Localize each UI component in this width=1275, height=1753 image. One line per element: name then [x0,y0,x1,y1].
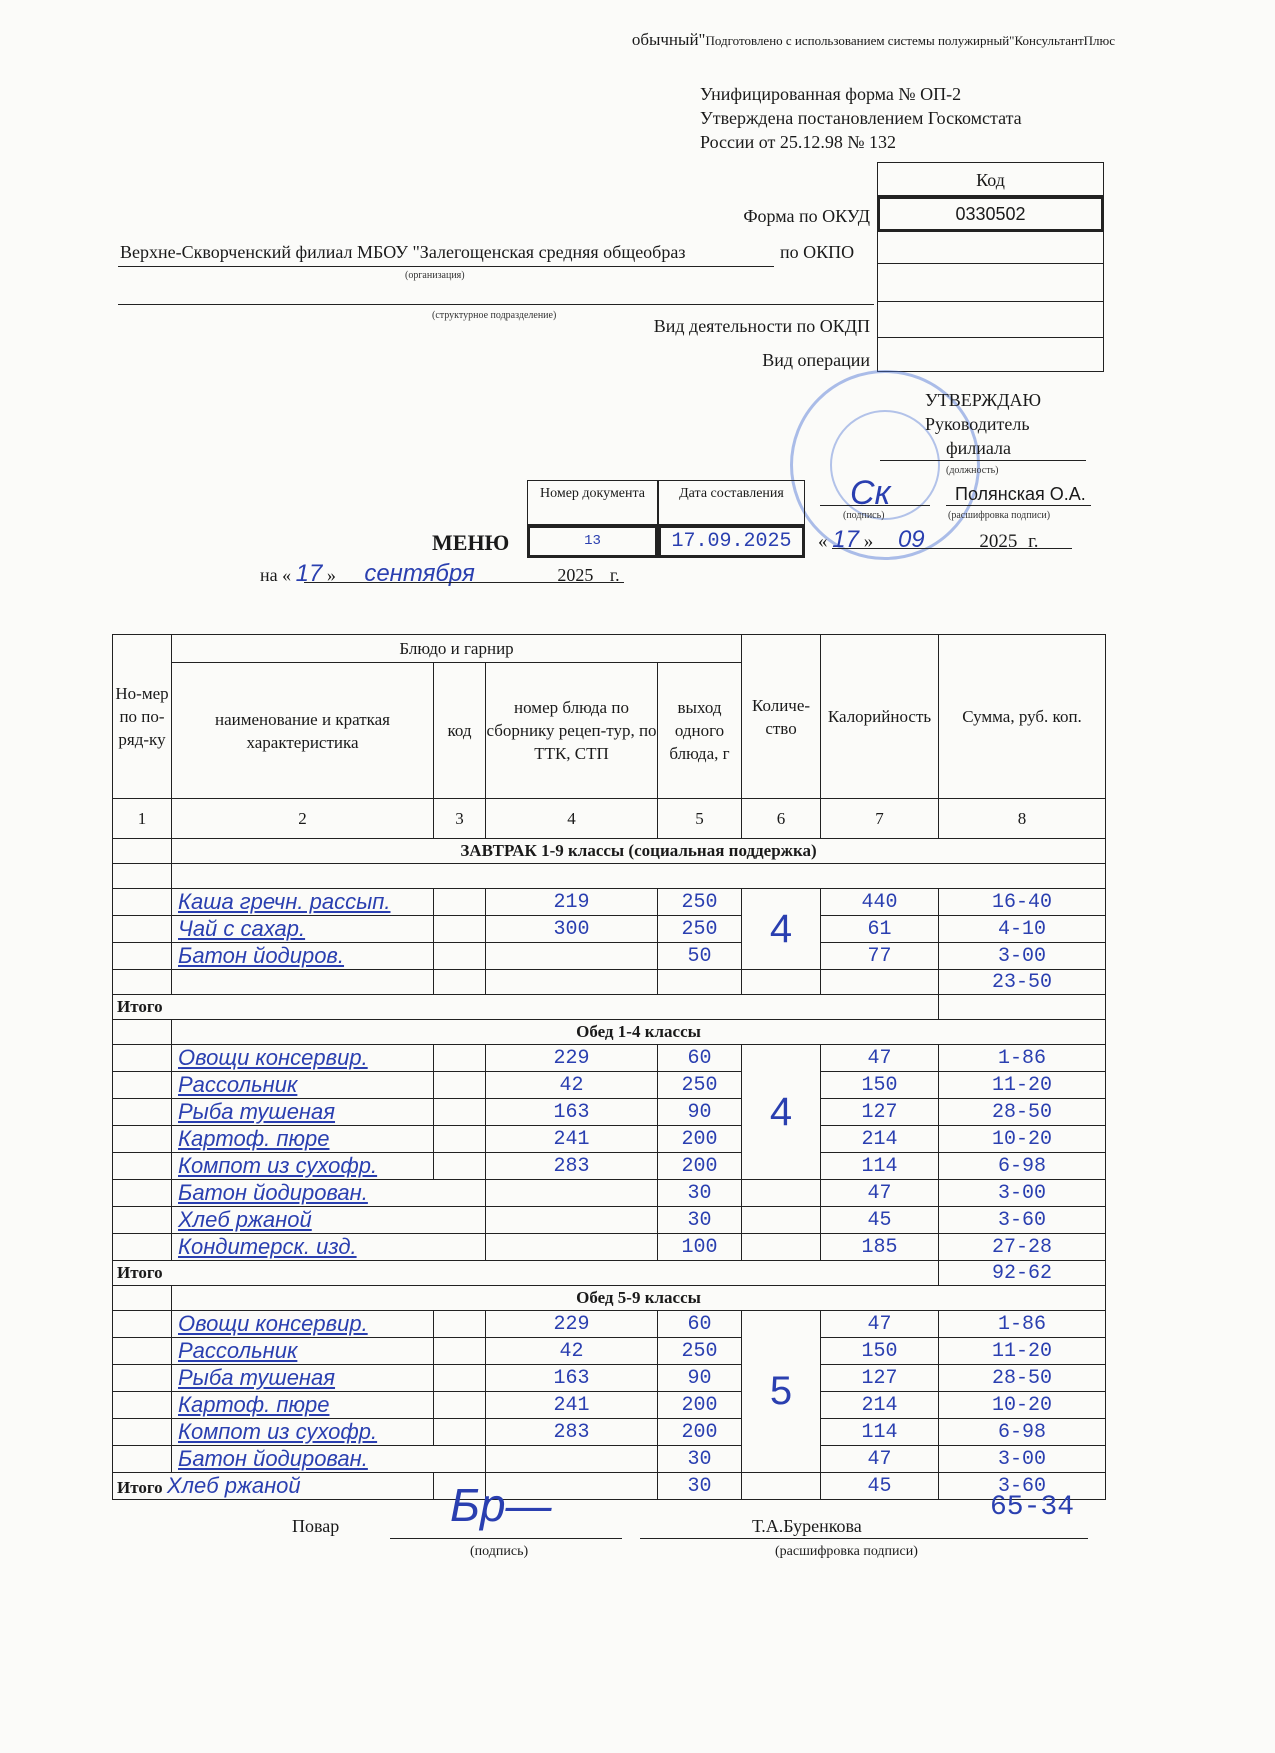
yield: 30 [658,1207,742,1234]
col-qty-header: Количе-ство [742,635,821,799]
org-caption: (организация) [405,270,465,281]
menu-date [260,560,620,588]
empty-cell [434,970,486,995]
row-num [113,889,172,916]
table-row [113,943,1106,970]
doc-num-header: Номер документа [527,480,658,525]
yield: 250 [658,1072,742,1099]
blank-code-cell [877,264,1104,302]
cook-sign-line [390,1538,622,1539]
header-prefix: обычный" [631,30,706,49]
quote-close: » [863,531,874,552]
org-line [118,266,774,267]
cook-decode-caption: (расшифровка подписи) [775,1544,918,1559]
quote-open: « [818,531,828,552]
calories: 127 [821,1099,939,1126]
yield: 250 [658,889,742,916]
approval-signer: Полянская О.А. [955,484,1086,504]
table-row [113,1072,1106,1099]
approval-decode-line [946,505,1091,506]
operation-cell [877,338,1104,372]
doc-num-value: 13 [527,525,658,558]
row-num [113,1180,172,1207]
dish-code [434,1419,486,1446]
form-line-2: Утверждена постановлением Госкомстата [700,108,1022,128]
yield: 200 [658,1392,742,1419]
doc-title: МЕНЮ [432,530,510,555]
col-sum-header: Сумма, руб. коп. [939,635,1106,799]
recipe-num [486,1207,658,1234]
yield: 30 [658,1446,742,1473]
form-line-1: Унифицированная форма № ОП-2 [700,84,962,104]
table-row [113,916,1106,943]
table-row [113,1473,1106,1500]
approval-decode-caption: (расшифровка подписи) [948,510,1051,521]
calories: 45 [821,1473,939,1500]
dish-name: Каша гречн. рассып. [172,889,434,916]
calories: 114 [821,1153,939,1180]
itog-label: Итого [113,1261,939,1286]
table-row [113,1045,1106,1072]
table-row [113,1126,1106,1153]
recipe-num: 241 [486,1392,658,1419]
dish-code [434,889,486,916]
row-num [113,1392,172,1419]
sum: 10-20 [939,1126,1106,1153]
recipe-num [486,943,658,970]
recipe-num: 163 [486,1365,658,1392]
dish-code [434,943,486,970]
row-num [113,1153,172,1180]
section-lunch-1-4: Обед 1-4 классы [172,1020,1106,1045]
dish-code [434,1072,486,1099]
empty-cell [821,970,939,995]
col-index: 5 [658,799,742,839]
col-index: 3 [434,799,486,839]
row-num [113,970,172,995]
consultant-header [0,30,1115,50]
dish-name: Рассольник [172,1338,434,1365]
dish-name: Батон йодирован. [172,1446,486,1473]
okpo-label: по ОКПО [780,242,855,262]
qty-cell [742,1207,821,1234]
sum: 4-10 [939,916,1106,943]
row-num [113,1072,172,1099]
col-recipe-header: номер блюда по сборнику рецеп-тур, по ТТК, СТП [486,663,658,799]
qty-lunch-1-4 [742,1045,821,1180]
col-index: 7 [821,799,939,839]
cook-signature: Бр— [450,1479,552,1531]
role-line [880,460,1086,461]
yield: 90 [658,1099,742,1126]
calories: 61 [821,916,939,943]
row-num [113,943,172,970]
yield: 60 [658,1045,742,1072]
approval-role-2: филиала [946,438,1012,458]
approval-year: 2025 [979,531,1018,552]
recipe-num: 42 [486,1072,658,1099]
sum: 1-86 [939,1311,1106,1338]
row-num [113,1099,172,1126]
calories: 47 [821,1180,939,1207]
dish-code [434,1392,486,1419]
calories: 47 [821,1045,939,1072]
sum: 1-86 [939,1045,1106,1072]
qty-value: 4 [769,906,793,951]
calories: 47 [821,1446,939,1473]
yield: 60 [658,1311,742,1338]
doc-date-value: 17.09.2025 [658,525,805,558]
table-row [113,1234,1106,1261]
yield: 200 [658,1419,742,1446]
activity-label: Вид деятельности по ОКДП [653,316,870,336]
recipe-num: 283 [486,1419,658,1446]
approval-title: УТВЕРЖДАЮ [925,390,1042,410]
cook-sign-caption: (подпись) [470,1544,529,1559]
dish-name: Чай с сахар. [172,916,434,943]
menu-day: 17 [295,560,323,587]
col-yield-header: выход одного блюда, г [658,663,742,799]
calories: 214 [821,1392,939,1419]
dish-name: Компот из сухофр. [172,1153,434,1180]
menu-year-suffix: г. [609,565,620,585]
sum: 11-20 [939,1338,1106,1365]
cook-decode-line [640,1538,1088,1539]
lunch-1-4-total: 92-62 [939,1261,1106,1286]
approval-date-line [832,548,1072,549]
okpo-cell [877,232,1104,264]
yield: 30 [658,1473,742,1500]
header-text: Подготовлено с использованием системы полужирный"КонсультантПлюс [705,33,1115,48]
recipe-num [486,1234,658,1261]
subdivision-line [118,304,874,305]
col-code-header: код [434,663,486,799]
row-num [113,864,172,889]
role-caption: (должность) [946,465,999,476]
empty-cell [658,970,742,995]
sum: 28-50 [939,1365,1106,1392]
table-row [113,1338,1106,1365]
row-num [113,1311,172,1338]
dish-name: Картоф. пюре [172,1392,434,1419]
row-num [113,1446,172,1473]
yield: 200 [658,1126,742,1153]
col-index: 6 [742,799,821,839]
yield: 100 [658,1234,742,1261]
recipe-num: 241 [486,1126,658,1153]
org-name: Верхне-Скворченский филиал МБОУ "Залегощенская средняя общеобраз [120,242,686,262]
qty-cell [742,1180,821,1207]
recipe-num: 219 [486,889,658,916]
yield: 200 [658,1153,742,1180]
recipe-num: 229 [486,1045,658,1072]
qty-cell [742,1234,821,1261]
breakfast-total: 23-50 [939,970,1106,995]
cook-label: Повар [292,1516,340,1536]
itog-label: Итого [113,995,939,1020]
recipe-num [486,1180,658,1207]
date-quote-open: « [282,565,292,585]
dish-name: Рыба тушеная [172,1099,434,1126]
empty-cell [939,995,1106,1020]
col-index: 1 [113,799,172,839]
approval-sign-caption: (подпись) [843,510,885,521]
empty-row [172,864,1106,889]
qty-value: 5 [769,1369,793,1413]
dish-name: Компот из сухофр. [172,1419,434,1446]
empty-cell [742,970,821,995]
dish-code [434,1311,486,1338]
row-num [113,1207,172,1234]
sum: 3-00 [939,1446,1106,1473]
recipe-num: 229 [486,1311,658,1338]
table-row [113,1311,1106,1338]
sum: 16-40 [939,889,1106,916]
dish-name: Картоф. пюре [172,1126,434,1153]
sum: 3-60 [939,1473,1106,1500]
okud-label: Форма по ОКУД [743,206,870,226]
table-row [113,1392,1106,1419]
col-index: 2 [172,799,434,839]
row-num [113,1365,172,1392]
qty-lunch-5-9 [742,1311,821,1473]
col-name-header: наименование и краткая характеристика [172,663,434,799]
col-index: 4 [486,799,658,839]
dish-code [434,916,486,943]
row-num [113,916,172,943]
calories: 77 [821,943,939,970]
sum: 3-00 [939,943,1106,970]
dish-name: Рассольник [172,1072,434,1099]
row-num [113,1286,172,1311]
approval-day: 17 [832,526,859,553]
sum: 6-98 [939,1419,1106,1446]
yield: 90 [658,1365,742,1392]
sum: 28-50 [939,1099,1106,1126]
dish-name: Хлеб ржаной [172,1207,486,1234]
menu-month: сентября [364,560,475,587]
calories: 150 [821,1338,939,1365]
yield: 250 [658,916,742,943]
calories: 47 [821,1311,939,1338]
qty-breakfast [742,889,821,970]
table-row [113,1419,1106,1446]
approval-sign-line [820,505,930,506]
row-num [113,1419,172,1446]
dish-name: Кондитерск. изд. [172,1234,486,1261]
menu-date-line [304,582,624,583]
dish-name: Батон йодиров. [172,943,434,970]
section-lunch-5-9: Обед 5-9 классы [172,1286,1106,1311]
table-row [113,1153,1106,1180]
recipe-num: 163 [486,1099,658,1126]
sum: 3-60 [939,1207,1106,1234]
dish-name: Овощи консервир. [172,1311,434,1338]
yield: 50 [658,943,742,970]
dish-code [434,1045,486,1072]
operation-label: Вид операции [762,350,870,370]
dish-code [434,1365,486,1392]
approval-year-suffix: г. [1028,531,1039,552]
doc-date-header: Дата составления [658,480,805,525]
dish-name: Батон йодирован. [172,1180,486,1207]
cook-name: Т.А.Буренкова [752,1516,862,1536]
lunch-5-9-total: 65-34 [990,1492,1075,1523]
calories: 150 [821,1072,939,1099]
recipe-num [486,1446,658,1473]
row-num [113,1045,172,1072]
dish-name: Овощи консервир. [172,1045,434,1072]
col-dish-header: Блюдо и гарнир [172,635,742,663]
recipe-num: 283 [486,1153,658,1180]
yield: 30 [658,1180,742,1207]
sum: 3-00 [939,1180,1106,1207]
calories: 127 [821,1365,939,1392]
calories: 440 [821,889,939,916]
empty-cell [172,970,434,995]
row-num [113,1338,172,1365]
qty-value: 4 [769,1089,793,1134]
approval-role-1: Руководитель [925,414,1030,434]
okdp-cell [877,302,1104,338]
recipe-num: 42 [486,1338,658,1365]
table-row [113,1446,1106,1473]
table-row [113,1099,1106,1126]
table-row [113,889,1106,916]
row-num [113,1234,172,1261]
calories: 214 [821,1126,939,1153]
itog-row [113,1473,434,1500]
table-row [113,1180,1106,1207]
approval-month: 09 [897,526,925,553]
dish-name: Рыба тушеная [172,1365,434,1392]
recipe-num: 300 [486,916,658,943]
menu-year: 2025 [557,565,594,585]
date-on: на [260,565,278,585]
section-breakfast: ЗАВТРАК 1-9 классы (социальная поддержка) [172,839,1106,864]
dish-name: Хлеб ржаной [166,1473,301,1498]
sum: 6-98 [939,1153,1106,1180]
empty-cell [486,970,658,995]
code-header: Код [877,162,1104,196]
form-line-3: России от 25.12.98 № 132 [700,132,897,152]
approval-signature: Ск [850,474,891,512]
row-num [113,839,172,864]
itog-label: Итого [117,1478,163,1497]
row-num [113,1126,172,1153]
col-index: 8 [939,799,1106,839]
date-quote-close: » [326,565,336,585]
calories: 45 [821,1207,939,1234]
dish-code [434,1153,486,1180]
approval-date [818,526,1039,554]
calories: 114 [821,1419,939,1446]
row-num [113,1020,172,1045]
col-cal-header: Калорийность [821,635,939,799]
dish-code [434,1338,486,1365]
col-num-header: Но-мер по по-ряд-ку [113,635,172,799]
dish-code [434,1126,486,1153]
form-info [700,82,1022,154]
sum: 11-20 [939,1072,1106,1099]
sum: 27-28 [939,1234,1106,1261]
menu-table [112,634,1106,1500]
calories: 185 [821,1234,939,1261]
table-row [113,1207,1106,1234]
yield: 250 [658,1338,742,1365]
qty-cell [742,1473,821,1500]
table-row [113,1365,1106,1392]
okud-value: 0330502 [877,196,1104,232]
subdivision-caption: (структурное подразделение) [432,310,557,321]
sum: 10-20 [939,1392,1106,1419]
dish-code [434,1099,486,1126]
